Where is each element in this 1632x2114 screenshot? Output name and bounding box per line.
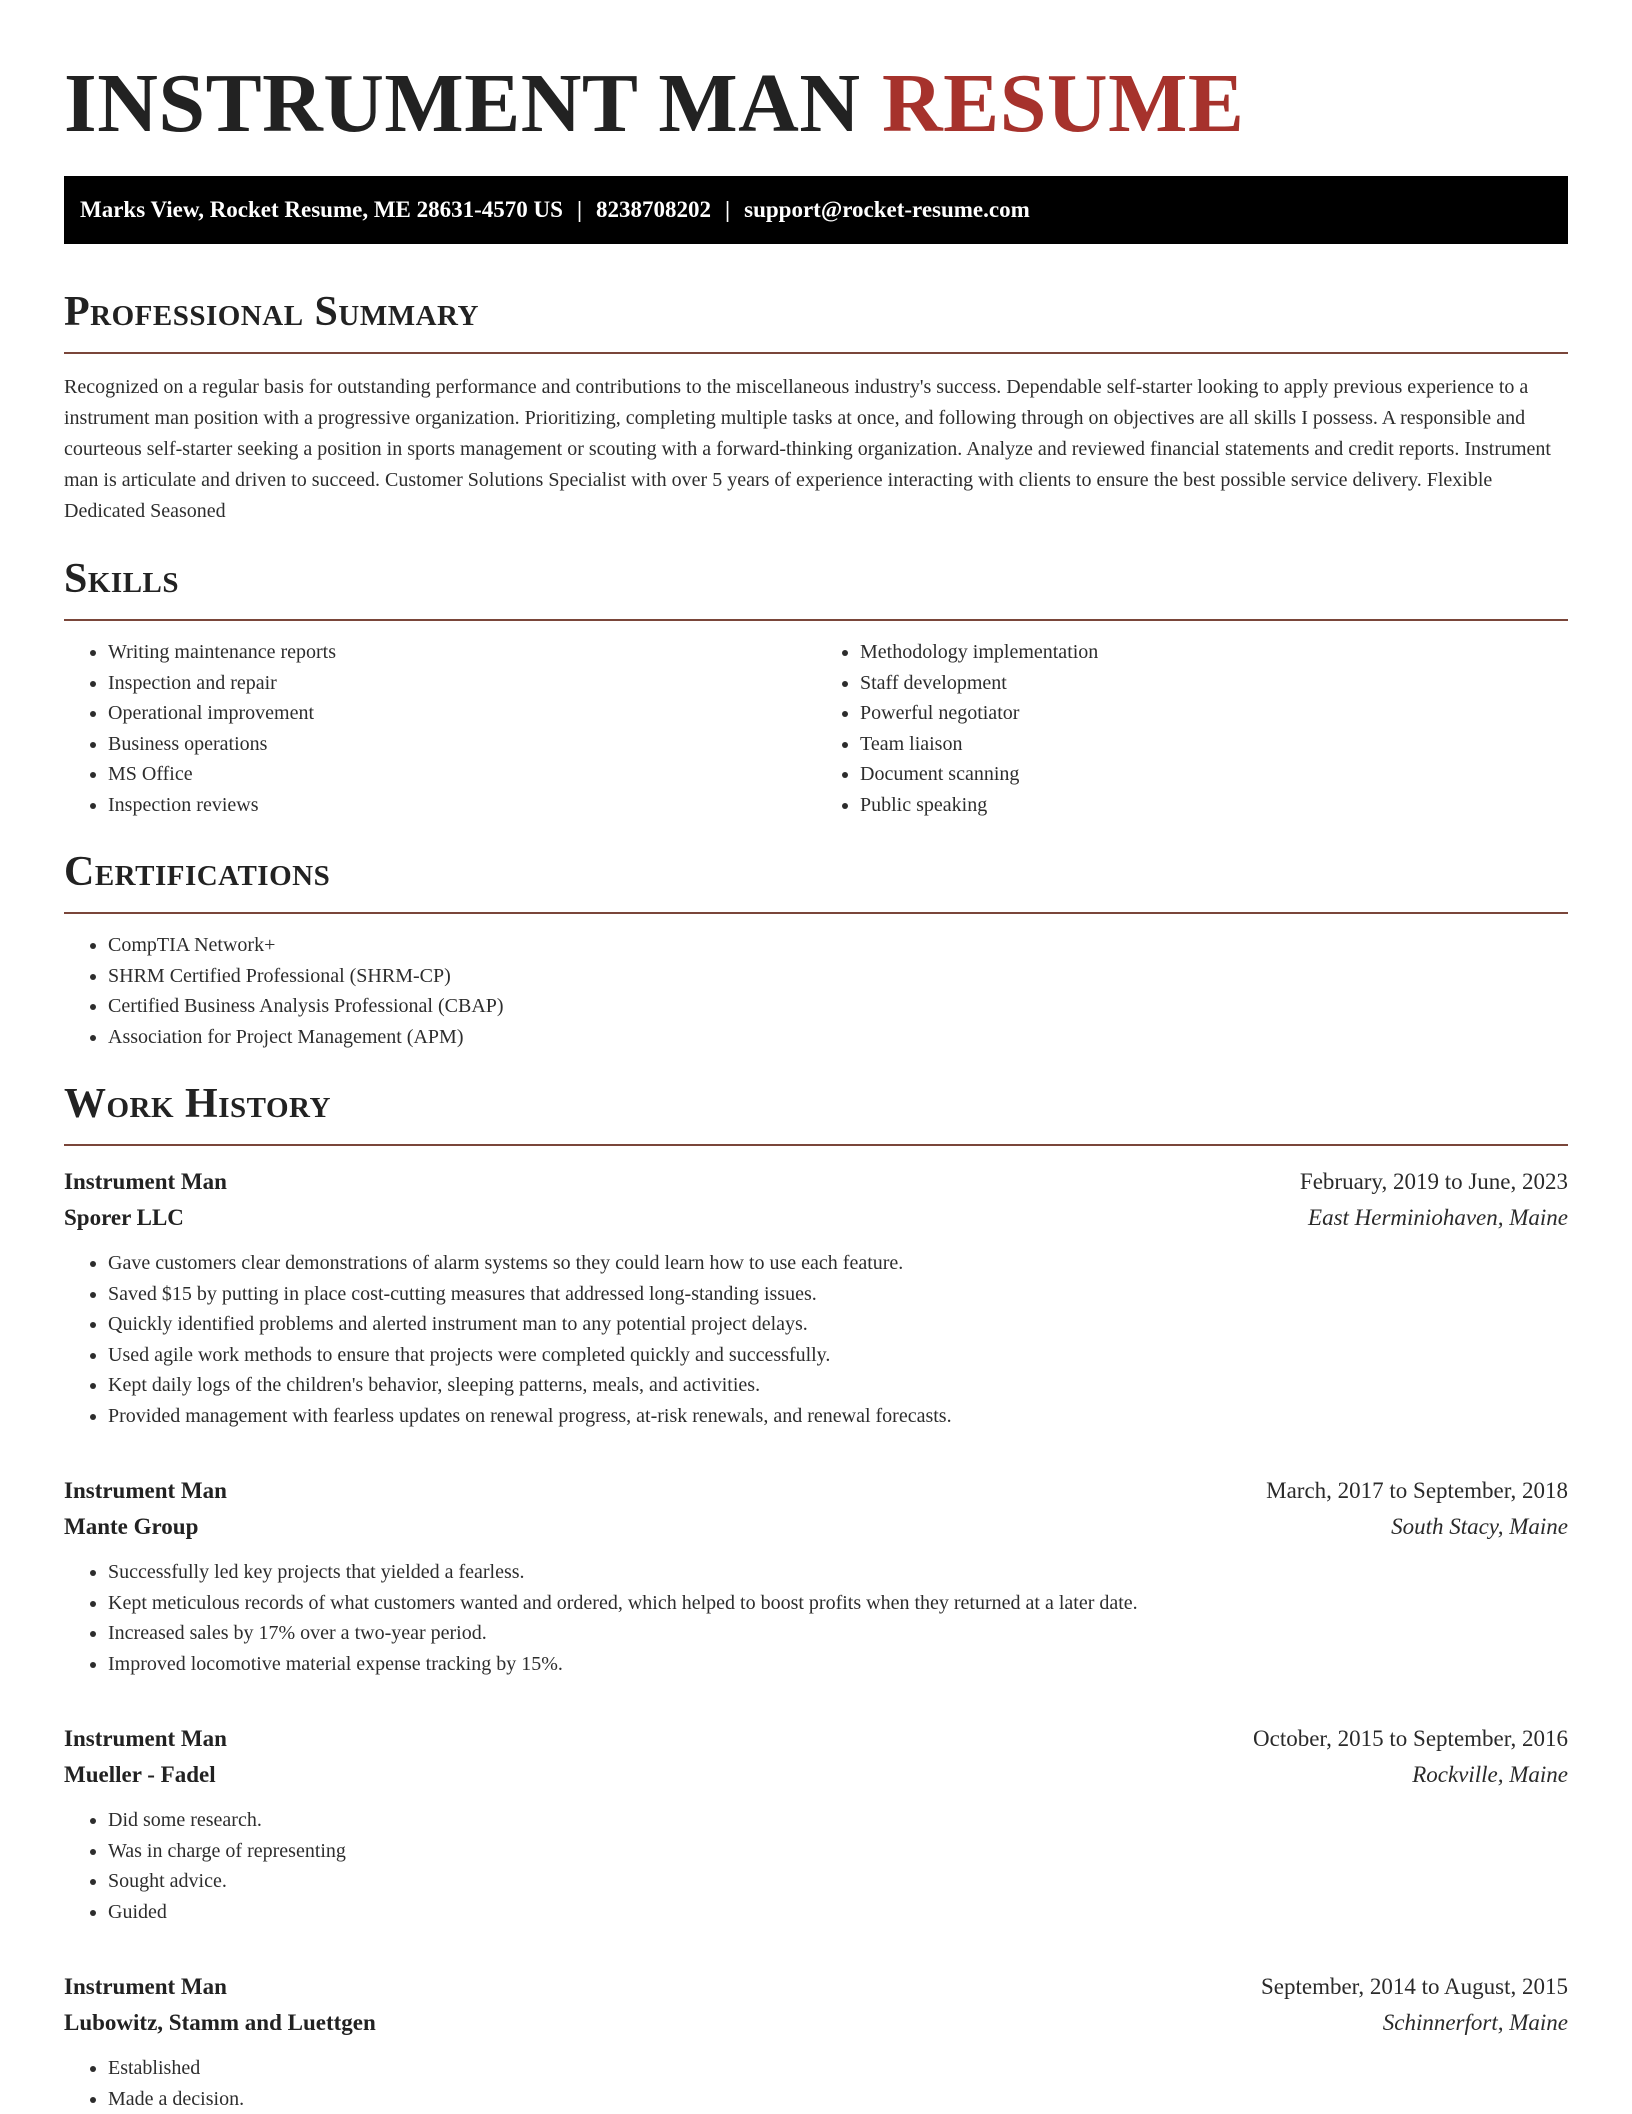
- job-duty-item: • Quickly identified problems and alerted instrument man to any potential project delays.: [108, 1309, 1568, 1340]
- skill-item: • Team liaison: [860, 729, 1568, 760]
- job-entry: [64, 1969, 1568, 2114]
- job-company: Mueller - Fadel: [64, 1757, 216, 1793]
- section-divider: [64, 912, 1568, 914]
- certification-item: • Certified Business Analysis Professional (CBAP): [108, 991, 1568, 1022]
- skills-list-left: [64, 637, 816, 820]
- job-duty-item: • Provided management with fearless updates on renewal progress, at-risk renewals, and renewal forecasts.: [108, 1401, 1568, 1432]
- skill-item: • Staff development: [860, 668, 1568, 699]
- job-header-row: [64, 1721, 1568, 1757]
- job-dates: March, 2017 to September, 2018: [1266, 1473, 1568, 1509]
- job-company: Sporer LLC: [64, 1200, 184, 1236]
- job-duty-item: • Was in charge of representing: [108, 1836, 1568, 1867]
- job-header-row: [64, 1473, 1568, 1509]
- job-duty-item: • Did some research.: [108, 1805, 1568, 1836]
- job-title: Instrument Man: [64, 1969, 227, 2005]
- contact-phone: 8238708202: [596, 197, 711, 222]
- job-duties-list: [64, 2053, 1568, 2114]
- job-header-row: [64, 1164, 1568, 1200]
- job-header-row: [64, 1969, 1568, 2005]
- skill-item: • Methodology implementation: [860, 637, 1568, 668]
- certification-item: • CompTIA Network+: [108, 930, 1568, 961]
- job-duties-list: [64, 1805, 1568, 1927]
- contact-address: Marks View, Rocket Resume, ME 28631-4570 US: [80, 197, 563, 222]
- job-dates: February, 2019 to June, 2023: [1300, 1164, 1568, 1200]
- job-title: Instrument Man: [64, 1721, 227, 1757]
- job-duty-item: • Sought advice.: [108, 1866, 1568, 1897]
- job-duties-list: [64, 1248, 1568, 1431]
- job-location: East Herminiohaven, Maine: [1308, 1200, 1568, 1236]
- job-duty-item: • Used agile work methods to ensure that projects were completed quickly and successfully.: [108, 1340, 1568, 1371]
- job-company-row: [64, 1200, 1568, 1236]
- skills-columns: [64, 621, 1568, 820]
- job-duty-item: • Gave customers clear demonstrations of alarm systems so they could learn how to use each feature.: [108, 1248, 1568, 1279]
- certifications-list: [64, 930, 1568, 1052]
- section-heading: Certifications: [64, 848, 1568, 896]
- summary-text: Recognized on a regular basis for outstanding performance and contributions to the miscellaneous industry's success. Dependable self-starter looking to apply previous experience to a instrument man position with a progressive organization. Prioritizing, completing multiple tasks at once, and following through on objectives are all skills I possess. A responsible and courteous self-starter seeking a position in sports management or scouting with a forward-thinking organization. Analyze and reviewed financial statements and credit reports. Instrument man is articulate and driven to succeed. Customer Solutions Specialist with over 5 years of experience interacting with clients to ensure the best possible service delivery. Flexible Dedicated Seasoned: [64, 372, 1568, 527]
- job-entry: [64, 1164, 1568, 1431]
- job-duty-item: • Made a decision.: [108, 2084, 1568, 2114]
- skill-item: • Writing maintenance reports: [108, 637, 816, 668]
- skill-item: • Inspection and repair: [108, 668, 816, 699]
- job-title: Instrument Man: [64, 1473, 227, 1509]
- skill-item: • Business operations: [108, 729, 816, 760]
- job-duty-item: • Guided: [108, 1897, 1568, 1928]
- title-accent: RESUME: [882, 57, 1244, 150]
- job-duty-item: • Kept meticulous records of what customers wanted and ordered, which helped to boost profits when they returned at a later date.: [108, 1588, 1568, 1619]
- contact-separator: |: [563, 197, 596, 222]
- certification-item: • SHRM Certified Professional (SHRM-CP): [108, 961, 1568, 992]
- professional-summary-section: [64, 288, 1568, 527]
- contact-separator: |: [711, 197, 744, 222]
- skill-item: • Document scanning: [860, 759, 1568, 790]
- section-divider: [64, 352, 1568, 354]
- section-heading: Professional Summary: [64, 288, 1568, 336]
- contact-email: support@rocket-resume.com: [744, 197, 1030, 222]
- skill-item: • Powerful negotiator: [860, 698, 1568, 729]
- skill-item: • Operational improvement: [108, 698, 816, 729]
- skills-list-right: [816, 637, 1568, 820]
- section-heading: Skills: [64, 555, 1568, 603]
- certifications-section: [64, 848, 1568, 1052]
- skills-section: [64, 555, 1568, 820]
- job-duty-item: • Saved $15 by putting in place cost-cutting measures that addressed long-standing issues.: [108, 1279, 1568, 1310]
- job-location: Rockville, Maine: [1412, 1757, 1568, 1793]
- certification-item: • Association for Project Management (APM): [108, 1022, 1568, 1053]
- job-title: Instrument Man: [64, 1164, 227, 1200]
- job-company: Mante Group: [64, 1509, 198, 1545]
- job-duty-item: • Established: [108, 2053, 1568, 2084]
- work-history-section: [64, 1080, 1568, 2114]
- job-duty-item: • Kept daily logs of the children's behavior, sleeping patterns, meals, and activities.: [108, 1370, 1568, 1401]
- job-location: South Stacy, Maine: [1391, 1509, 1568, 1545]
- skill-item: • Inspection reviews: [108, 790, 816, 821]
- job-duty-item: • Increased sales by 17% over a two-year period.: [108, 1618, 1568, 1649]
- section-divider: [64, 1144, 1568, 1146]
- job-company-row: [64, 2005, 1568, 2041]
- job-dates: September, 2014 to August, 2015: [1261, 1969, 1568, 2005]
- resume-title: [64, 56, 1568, 152]
- job-entry: [64, 1721, 1568, 1927]
- skill-item: • MS Office: [108, 759, 816, 790]
- job-company-row: [64, 1757, 1568, 1793]
- job-duties-list: [64, 1557, 1568, 1679]
- contact-bar: [64, 176, 1568, 244]
- job-company-row: [64, 1509, 1568, 1545]
- job-company: Lubowitz, Stamm and Luettgen: [64, 2005, 376, 2041]
- job-dates: October, 2015 to September, 2016: [1253, 1721, 1568, 1757]
- job-location: Schinnerfort, Maine: [1383, 2005, 1568, 2041]
- section-heading: Work History: [64, 1080, 1568, 1128]
- skill-item: • Public speaking: [860, 790, 1568, 821]
- title-main: INSTRUMENT MAN: [64, 57, 861, 150]
- job-duty-item: • Successfully led key projects that yielded a fearless.: [108, 1557, 1568, 1588]
- job-duty-item: • Improved locomotive material expense tracking by 15%.: [108, 1649, 1568, 1680]
- job-entry: [64, 1473, 1568, 1679]
